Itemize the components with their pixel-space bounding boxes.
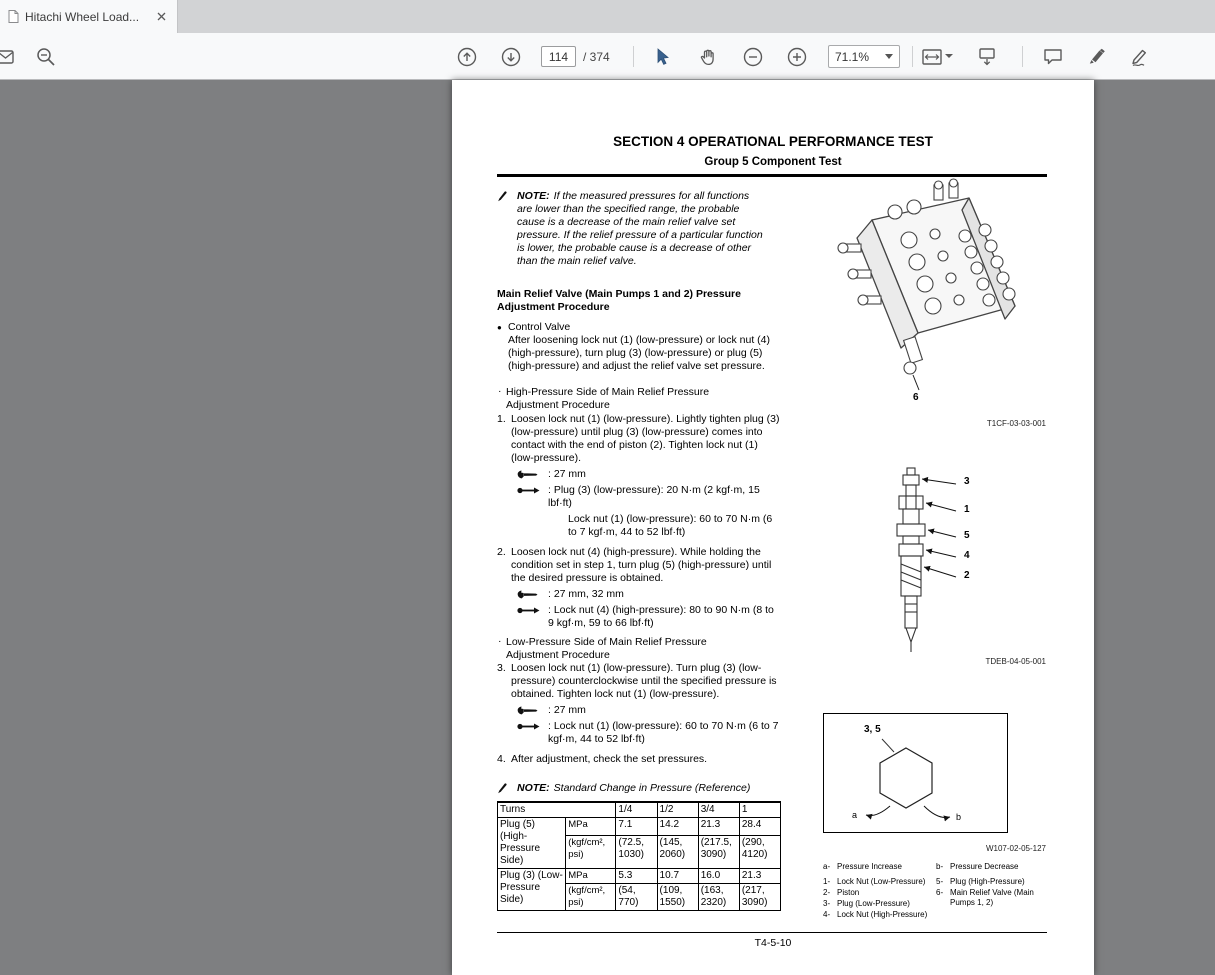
marquee-zoom-icon[interactable] bbox=[31, 42, 61, 72]
table-cell: (217.5, 3090) bbox=[698, 836, 739, 869]
sub-bullet-icon: · bbox=[498, 635, 502, 647]
share-icon[interactable] bbox=[0, 42, 20, 72]
table-cell: (290, 4120) bbox=[739, 836, 780, 869]
step-1 bbox=[497, 413, 781, 465]
control-valve-illustration bbox=[817, 178, 1052, 418]
fit-width-button[interactable] bbox=[918, 42, 958, 72]
pdf-toolbar bbox=[0, 33, 1215, 80]
previous-page-button[interactable] bbox=[452, 42, 482, 72]
wrench-spec: : 27 mm bbox=[517, 468, 781, 481]
step-text: Loosen lock nut (1) (low-pressure). Lightly tighten plug (3) (low-pressure) until plug (3) (low-pressure) comes into contact with the end of piston (2). Tighten lock nut (1) (low-pressure). bbox=[511, 413, 780, 464]
step-4 bbox=[497, 753, 781, 766]
step-2 bbox=[497, 546, 781, 585]
table-cell: 10.7 bbox=[657, 869, 698, 884]
wrench-spec: : 27 mm, 32 mm bbox=[517, 588, 781, 601]
table-cell: (163, 2320) bbox=[698, 884, 739, 911]
figure-3-caption: W107-02-05-127 bbox=[985, 844, 1046, 853]
control-valve-block bbox=[497, 321, 781, 373]
page-footer: T4-5-10 bbox=[754, 937, 792, 949]
table-cell: (217, 3090) bbox=[739, 884, 780, 911]
table-cell: 7.1 bbox=[616, 818, 657, 836]
table-row-label: Plug (5) (High-Pressure Side) bbox=[498, 818, 566, 869]
note-label: NOTE: bbox=[517, 190, 550, 202]
table-unit: MPa bbox=[566, 818, 616, 836]
page-number-input[interactable] bbox=[541, 46, 576, 67]
note-text: If the measured pressures for all functions are lower than the specified range, the probable cause is a decrease of the main relief valve set pressure. If the relief pressure of a particular function is lower, the probable cause is a decrease of other than the main relief valve. bbox=[517, 190, 763, 267]
figure-1-caption: T1CF-03-03-001 bbox=[986, 419, 1046, 428]
table-row-label: Plug (3) (Low-Pressure Side) bbox=[498, 869, 566, 911]
figure-legend: a- Pressure Increase 1- Lock Nut (Low-Pressure) 2- Piston 3- Plug (Low-Pressure) 4- Lock Nut (High-Pressure) b- Pressure Decrease 5- Plug (High-Pressure) 6- Main Relief Valve (Main Pumps 1, 2) bbox=[823, 862, 1034, 919]
toolbar-separator bbox=[912, 46, 913, 67]
select-tool-button[interactable] bbox=[648, 42, 678, 72]
table-cell: 16.0 bbox=[698, 869, 739, 884]
high-pressure-subheading: · High-Pressure Side of Main Relief Pressure Adjustment Procedure bbox=[498, 385, 710, 411]
pressure-change-table bbox=[497, 801, 781, 911]
sub-bullet-icon: · bbox=[498, 385, 502, 397]
table-cell: 14.2 bbox=[657, 818, 698, 836]
table-header: 1 bbox=[739, 802, 780, 818]
scrolling-mode-icon[interactable] bbox=[972, 42, 1002, 72]
toolbar-separator bbox=[633, 46, 634, 67]
table-header: 3/4 bbox=[698, 802, 739, 818]
low-pressure-subheading: · Low-Pressure Side of Main Relief Pressure Adjustment Procedure bbox=[498, 635, 707, 661]
footer-rule bbox=[497, 932, 1047, 933]
torque-spec: : Lock nut (4) (high-pressure): 80 to 90 N·m (8 to 9 kgf·m, 59 to 66 lbf·ft) bbox=[517, 604, 781, 630]
table-cell: (109, 1550) bbox=[657, 884, 698, 911]
zoom-level-value: 71.1% bbox=[835, 49, 870, 64]
note-block bbox=[497, 190, 765, 268]
wrench-icon bbox=[517, 590, 538, 599]
fill-sign-tool-button[interactable] bbox=[1126, 42, 1156, 72]
step-number: 1. bbox=[497, 413, 506, 425]
torque-spec: : Lock nut (1) (low-pressure): 60 to 70 N·m (6 to 7 kgf·m, 44 to 52 lbf·ft) bbox=[517, 720, 781, 746]
note-label: NOTE: bbox=[517, 782, 550, 794]
section-title: SECTION 4 OPERATIONAL PERFORMANCE TEST bbox=[613, 134, 933, 149]
plug-turn-diagram bbox=[823, 713, 1008, 833]
callout-3-5: 3, 5 bbox=[864, 724, 881, 735]
tab-title: Hitachi Wheel Load... bbox=[25, 9, 140, 24]
zoom-level-dropdown[interactable] bbox=[828, 45, 900, 68]
callout-1: 1 bbox=[964, 504, 970, 515]
callout-6: 6 bbox=[913, 392, 919, 403]
hand-tool-button[interactable] bbox=[693, 42, 723, 72]
callout-2: 2 bbox=[964, 570, 970, 581]
step-number: 2. bbox=[497, 546, 506, 558]
table-unit: (kgf/cm², psi) bbox=[566, 884, 616, 911]
table-unit: (kgf/cm², psi) bbox=[566, 836, 616, 869]
step-text: After adjustment, check the set pressures. bbox=[511, 753, 708, 765]
table-unit: MPa bbox=[566, 869, 616, 884]
table-header: Turns bbox=[498, 802, 616, 818]
table-cell: 5.3 bbox=[616, 869, 657, 884]
control-valve-text: After loosening lock nut (1) (low-pressure) or lock nut (4) (high-pressure), turn plug (3) (low-pressure) or plug (5) (high-pressure) and adjust the relief valve set pressure. bbox=[508, 334, 771, 372]
tab-bar bbox=[0, 0, 1215, 33]
page-total-label: / 374 bbox=[583, 50, 610, 64]
table-cell: (145, 2060) bbox=[657, 836, 698, 869]
next-page-button[interactable] bbox=[496, 42, 526, 72]
figure-2-caption: TDEB-04-05-001 bbox=[985, 657, 1046, 666]
group-subtitle: Group 5 Component Test bbox=[704, 156, 842, 168]
step-number: 3. bbox=[497, 662, 506, 674]
wrench-spec: : 27 mm bbox=[517, 704, 781, 717]
close-icon[interactable] bbox=[153, 9, 169, 25]
document-viewport[interactable] bbox=[0, 80, 1215, 975]
table-cell: 28.4 bbox=[739, 818, 780, 836]
table-header: 1/2 bbox=[657, 802, 698, 818]
header-rule bbox=[497, 174, 1047, 177]
chevron-down-icon bbox=[885, 54, 893, 59]
callout-b: b bbox=[956, 812, 962, 822]
torque-wrench-icon bbox=[517, 606, 540, 615]
wrench-icon bbox=[517, 706, 538, 715]
table-cell: 21.3 bbox=[698, 818, 739, 836]
note-pen-icon bbox=[497, 191, 507, 202]
toolbar-separator bbox=[1022, 46, 1023, 67]
torque-spec-continued: Lock nut (1) (low-pressure): 60 to 70 N·m (6 to 7 kgf·m, 44 to 52 lbf·ft) bbox=[568, 513, 773, 538]
table-cell: 21.3 bbox=[739, 869, 780, 884]
torque-wrench-icon bbox=[517, 722, 540, 731]
comment-tool-button[interactable] bbox=[1038, 42, 1068, 72]
pdf-file-icon bbox=[8, 10, 19, 23]
step-number: 4. bbox=[497, 753, 506, 765]
table-cell: (72.5, 1030) bbox=[616, 836, 657, 869]
note-text: Standard Change in Pressure (Reference) bbox=[553, 782, 751, 794]
callout-5: 5 bbox=[964, 530, 970, 541]
pdf-page bbox=[452, 80, 1094, 975]
zoom-in-button[interactable] bbox=[782, 42, 812, 72]
callout-a: a bbox=[852, 810, 858, 820]
step-text: Loosen lock nut (1) (low-pressure). Turn plug (3) (low-pressure) counterclockwise until the specified pressure is obtained. Tighten lock nut (1) (low-pressure). bbox=[511, 662, 777, 700]
control-valve-title: Control Valve bbox=[508, 321, 571, 333]
procedure-heading: Main Relief Valve (Main Pumps 1 and 2) Pressure Adjustment Procedure bbox=[497, 288, 741, 313]
note-pen-icon bbox=[497, 783, 507, 794]
torque-wrench-icon bbox=[517, 486, 540, 495]
table-cell: (54, 770) bbox=[616, 884, 657, 911]
wrench-icon bbox=[517, 470, 538, 479]
callout-3: 3 bbox=[964, 476, 970, 487]
document-tab[interactable] bbox=[0, 0, 178, 33]
highlight-tool-button[interactable] bbox=[1082, 42, 1112, 72]
relief-valve-illustration bbox=[882, 466, 1052, 666]
text-column bbox=[497, 190, 781, 911]
torque-spec: : Plug (3) (low-pressure): 20 N·m (2 kgf·m, 15 lbf·ft) bbox=[517, 484, 781, 510]
step-3 bbox=[497, 662, 781, 701]
table-header: 1/4 bbox=[616, 802, 657, 818]
note-block-2 bbox=[497, 782, 765, 795]
zoom-out-button[interactable] bbox=[738, 42, 768, 72]
callout-4: 4 bbox=[964, 550, 970, 561]
bullet-icon: ● bbox=[497, 323, 502, 332]
step-text: Loosen lock nut (4) (high-pressure). While holding the condition set in step 1, turn plug (5) (high-pressure) until the desired pressure is obtained. bbox=[511, 546, 772, 584]
